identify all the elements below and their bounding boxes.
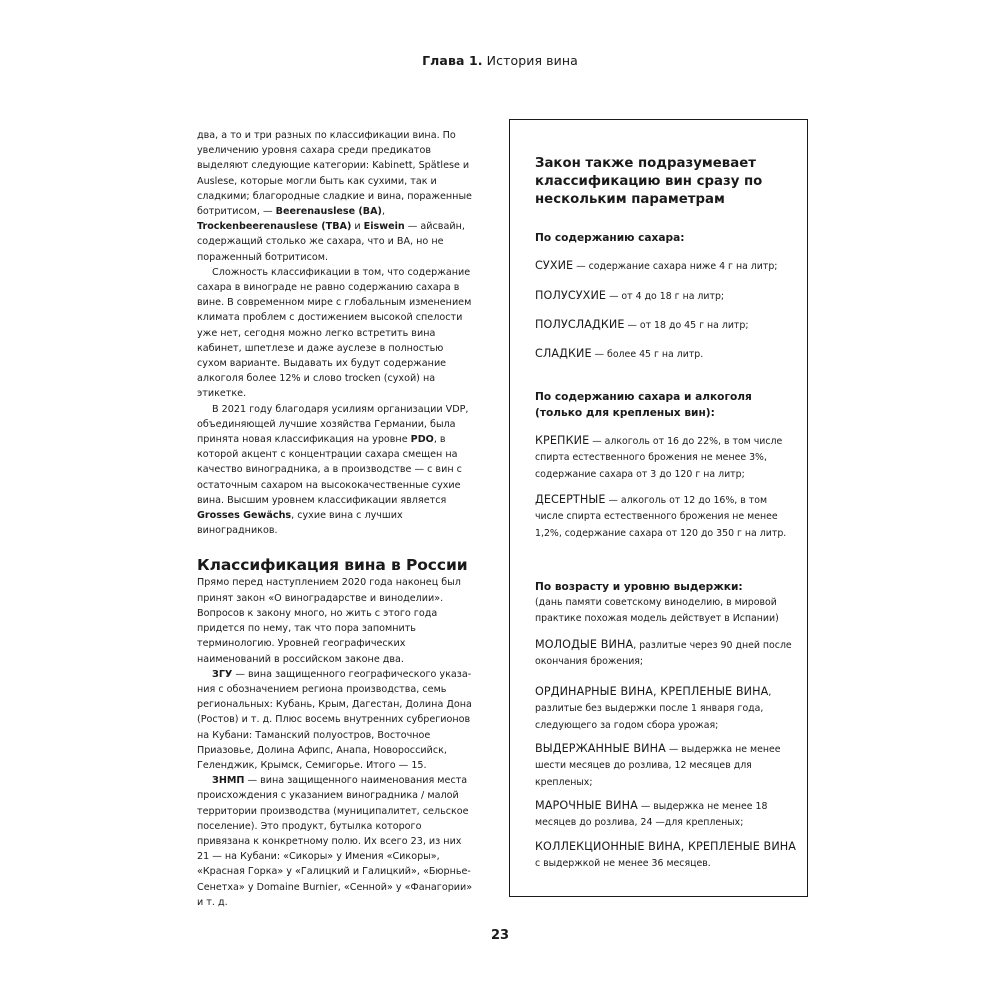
sugar-item: СЛАДКИЕ — более 45 г на литр. bbox=[535, 347, 704, 360]
term-grosses-gewachs: Grosses Gewächs bbox=[197, 510, 292, 522]
aging-item: ВЫДЕРЖАННЫЕ ВИНА — выдержка не менее шести месяцев до розлива, 12 месяцев для крепленых; bbox=[535, 742, 781, 788]
sugar-item: СУХИЕ — содержание сахара ниже 4 г на литр; bbox=[535, 259, 778, 272]
paragraph-law: Прямо перед наступлением 2020 года наконец был принят закон «О виноградарстве и виноделии». Вопросов к закону много, но жить с этого года придется по нему, так что пора запомнить терминологию. Уровней географических наименований в российском законе два. bbox=[197, 577, 461, 665]
term-eiswein: Eiswein bbox=[363, 221, 405, 233]
box-title: Закон также подразумевает классификацию вин сразу по нескольким параметрам bbox=[535, 156, 763, 207]
sugar-heading: По содержанию сахара: bbox=[535, 232, 685, 244]
term-ba: Beerenauslese (BA) bbox=[275, 206, 382, 218]
term-zgu: ЗГУ bbox=[212, 668, 233, 680]
term-znmp: ЗНМП bbox=[212, 775, 245, 787]
sidebar-box bbox=[509, 119, 808, 897]
paragraph-zgu: ЗГУ — вина защищенного географического указания с обозначением региона производства, семь региональных: Кубань, Крым, Дагестан, Долина Дона (Ростов) и т. д. Плюс восемь внутренних субрегионов на Кубани: Таманский полуостров, Восточное Приазовье, Долина Афипс, Анапа, Новороссийск, Геленджик, Крымск, Семигорье. Итого — 15. bbox=[197, 668, 472, 771]
aging-item: МОЛОДЫЕ ВИНА, разлитые через 90 дней после окончания брожения; bbox=[535, 638, 792, 668]
page-number: 23 bbox=[490, 928, 510, 943]
term-tba: Trockenbeerenauslese (TBA) bbox=[197, 221, 352, 233]
aging-item: КОЛЛЕКЦИОННЫЕ ВИНА, КРЕПЛЕНЫЕ ВИНА с выдержкой не менее 36 месяцев. bbox=[535, 840, 797, 870]
term-pdo: PDO bbox=[410, 434, 434, 446]
sugar-item: ПОЛУСУХИЕ — от 4 до 18 г на литр; bbox=[535, 289, 725, 302]
section-heading: Классификация вина в России bbox=[197, 556, 468, 575]
aging-note: (дань памяти советскому виноделию, в мировой практике похожая модель действует в Испании) bbox=[535, 597, 779, 625]
aging-heading: По возрасту и уровню выдержки: bbox=[535, 581, 743, 593]
paragraph-predicates: два, а то и три разных по классификации вина. По увеличению уровня сахара среди предикатов выделяют следующие категории: Kabinett, Spätlese и Auslese, которые могли быть как сухими, так и сладкими; благородные сладкие и вина, пораженные ботритисом, — Beerenauslese (BA), Trockenbeerenauslese (TBA) и Eiswein — айсвайн, содержащий столько же сахара, что и BA, но не пораженный ботритисом. bbox=[197, 130, 472, 263]
paragraph-znmp: ЗНМП — вина защищенного наименования места происхождения с указанием виноградника / малой территории производства (муниципалитет, сельское поселение). Это продукт, бутылка которого привязана к конкретному полю. Их всего 23, из них 21 — на Кубани: «Сикоры» у Имения «Сикоры», «Красная Горка» у «Галицкий и Галицкий», «Бюрнье-Сенетха» у Domaine Burnier, «Сенной» у «Фанагории» и т. д. bbox=[197, 775, 473, 908]
main-text-column bbox=[197, 128, 475, 910]
fortified-heading: По содержанию сахара и алкоголя (только для крепленых вин): bbox=[535, 391, 752, 419]
chapter-number: Глава 1. bbox=[422, 53, 483, 68]
sugar-item: ПОЛУСЛАДКИЕ — от 18 до 45 г на литр; bbox=[535, 318, 749, 331]
fortified-item: КРЕПКИЕ — алкоголь от 16 до 22%, в том числе спирта естественного брожения не менее 3%, содержание сахара от 3 до 120 г на литр; bbox=[535, 434, 783, 480]
paragraph-vdp: В 2021 году благодаря усилиям организации VDP, объединяющей лучшие хозяйства Германии, была принята новая классификация на уровне PDO, в которой акцент с концентрации сахара смещен на качество виноградника, а в производстве — с вин с остаточным сахаром на высококачественные сухие вина. Высшим уровнем классификации является Grosses Gewächs, сухие вина с лучших виноградников. bbox=[197, 403, 469, 537]
fortified-item: ДЕСЕРТНЫЕ — алкоголь от 12 до 16%, в том числе спирта естественного брожения не менее 1,2%, содержание сахара от 120 до 350 г на литр. bbox=[535, 493, 787, 539]
aging-item: МАРОЧНЫЕ ВИНА — выдержка не менее 18 месяцев до розлива, 24 —для крепленых; bbox=[535, 799, 768, 829]
running-header bbox=[0, 53, 1000, 68]
paragraph-complexity: Сложность классификации в том, что содержание сахара в винограде не равно содержанию сахара в вине. В современном мире с глобальным изменением климата проблем с достижением высокой спелости уже нет, сегодня можно легко встретить вина кабинет, шпетлезе и даже ауслезе в полностью сухом варианте. Выдавать их будут содержание алкоголя более 12% и слово trocken (сухой) на этикетке. bbox=[197, 266, 472, 400]
aging-item: ОРДИНАРНЫЕ ВИНА, КРЕПЛЕНЫЕ ВИНА, разлитые без выдержки после 1 января года, следующего за годом сбора урожая; bbox=[535, 685, 772, 731]
chapter-title: История вина bbox=[486, 53, 578, 68]
